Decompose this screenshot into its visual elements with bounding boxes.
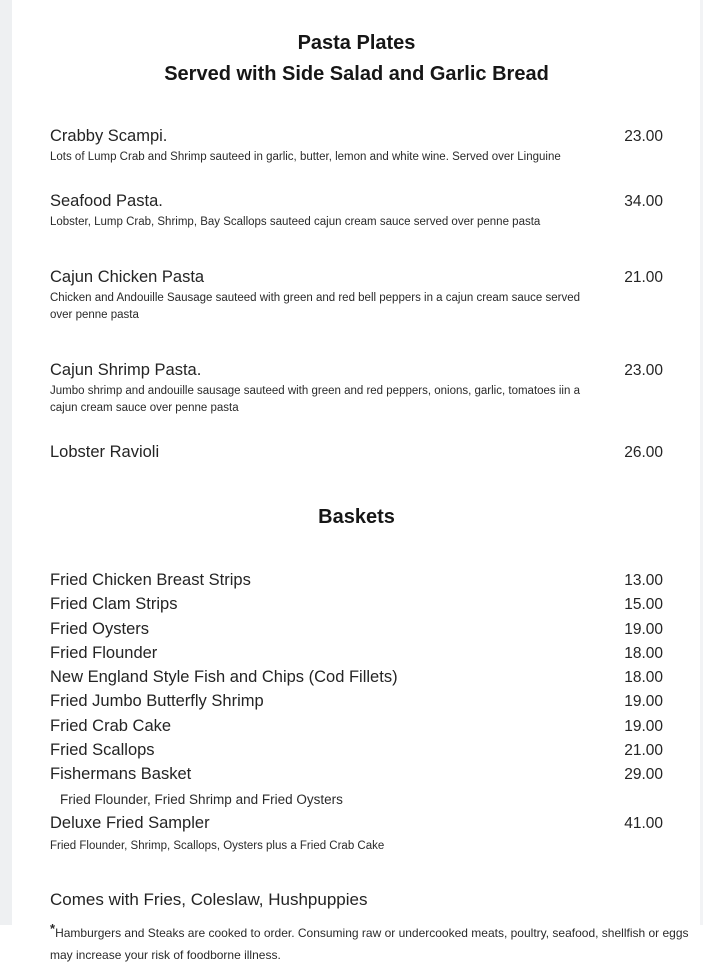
item-price: 21.00 xyxy=(624,742,663,760)
menu-content xyxy=(50,0,689,966)
basket-item-fried-crab-cake xyxy=(50,715,663,739)
basket-item-fried-chicken-breast-strips xyxy=(50,569,663,593)
pasta-plates-section xyxy=(50,126,663,462)
page-left-margin xyxy=(0,0,12,925)
item-price: 23.00 xyxy=(624,128,663,145)
item-price: 34.00 xyxy=(624,193,663,210)
item-name: Fried Scallops xyxy=(50,741,155,760)
item-name: Fried Oysters xyxy=(50,619,150,638)
baskets-section xyxy=(50,569,663,854)
menu-item-cajun-shrimp-pasta xyxy=(50,360,663,417)
item-price: 19.00 xyxy=(624,620,663,638)
menu-title: Pasta Plates xyxy=(297,32,416,54)
item-name: Fried Clam Strips xyxy=(50,595,178,614)
basket-item-fried-jumbo-butterfly-shrimp xyxy=(50,690,663,714)
basket-item-description: Fried Flounder, Shrimp, Scallops, Oysters plus a Fried Crab Cake xyxy=(50,839,385,852)
item-name: Fishermans Basket xyxy=(50,765,192,784)
basket-item-fishermans-basket xyxy=(50,763,663,787)
item-price: 41.00 xyxy=(624,814,663,832)
item-description: Lots of Lump Crab and Shrimp sauteed in garlic, butter, lemon and white wine. Served over Linguine xyxy=(50,151,561,163)
item-name: Fried Crab Cake xyxy=(50,716,172,735)
item-price: 15.00 xyxy=(624,596,663,614)
menu-subtitle: Served with Side Salad and Garlic Bread xyxy=(164,63,549,85)
item-name: New England Style Fish and Chips (Cod Fillets) xyxy=(50,668,398,687)
item-description: Jumbo shrimp and andouille sausage sauteed with green and red peppers, onions, garlic, tomatoes iin a cajun cream sauce over penne pasta xyxy=(50,385,580,414)
basket-item-subtext: Fried Flounder, Fried Shrimp and Fried Oysters xyxy=(60,791,343,807)
menu-item-cajun-chicken-pasta xyxy=(50,267,663,324)
item-price: 26.00 xyxy=(624,444,663,461)
item-name: Fried Chicken Breast Strips xyxy=(50,571,251,589)
menu-item-crabby-scampi xyxy=(50,126,663,166)
item-price: 21.00 xyxy=(624,269,663,286)
item-name: Lobster Ravioli xyxy=(50,443,160,461)
basket-item-fried-clam-strips xyxy=(50,593,663,617)
item-price: 29.00 xyxy=(624,766,663,784)
item-name: Cajun Shrimp Pasta. xyxy=(50,361,202,379)
basket-item-deluxe-fried-sampler xyxy=(50,812,663,836)
item-name: Crabby Scampi. xyxy=(50,127,168,145)
basket-item-fried-flounder xyxy=(50,642,663,666)
item-price: 19.00 xyxy=(624,717,663,735)
item-name: Fried Jumbo Butterfly Shrimp xyxy=(50,692,264,711)
item-price: 18.00 xyxy=(624,644,663,662)
menu-item-seafood-pasta xyxy=(50,191,663,231)
comes-with-note: Comes with Fries, Coleslaw, Hushpuppies xyxy=(50,889,368,909)
item-price: 13.00 xyxy=(624,572,663,589)
disclaimer-text: Hamburgers and Steaks are cooked to order. Consuming raw or undercooked meats, poultry, seafood, shellfish or eggs may increase your risk of foodborne illness. xyxy=(50,925,689,962)
menu-item-lobster-ravioli xyxy=(50,442,663,462)
disclaimer-note xyxy=(50,918,695,966)
basket-item-fried-scallops xyxy=(50,739,663,763)
item-price: 23.00 xyxy=(624,362,663,379)
item-name: Deluxe Fried Sampler xyxy=(50,813,210,832)
basket-item-new-england-fish-and-chips xyxy=(50,666,663,690)
item-name: Cajun Chicken Pasta xyxy=(50,268,205,286)
item-description: Chicken and Andouille Sausage sauteed with green and red bell peppers in a cajun cream sauce served over penne pasta xyxy=(50,292,580,321)
item-description: Lobster, Lump Crab, Shrimp, Bay Scallops sauteed cajun cream sauce served over penne pasta xyxy=(50,216,541,228)
baskets-heading: Baskets xyxy=(318,506,395,528)
menu-header xyxy=(50,0,663,90)
item-name: Fried Flounder xyxy=(50,643,158,662)
asterisk-mark: * xyxy=(50,920,56,936)
basket-item-fried-oysters xyxy=(50,618,663,642)
item-price: 19.00 xyxy=(624,693,663,711)
item-name: Seafood Pasta. xyxy=(50,192,163,210)
item-price: 18.00 xyxy=(624,669,663,687)
